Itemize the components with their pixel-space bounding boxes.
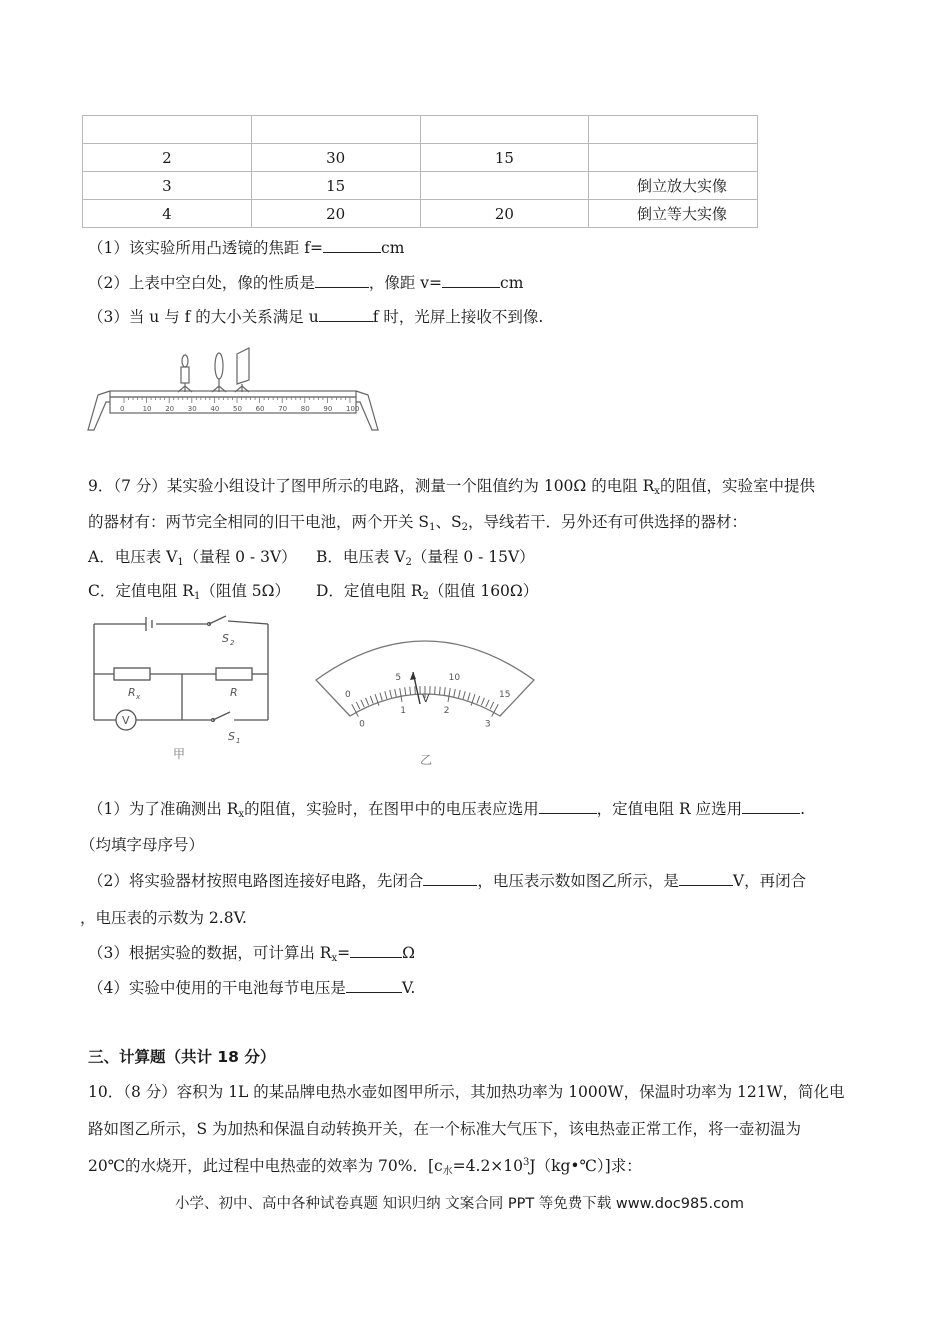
table-cell (589, 144, 758, 172)
table-cell: 20 (420, 200, 589, 228)
table-row (83, 116, 758, 144)
q9-option-d: D．定值电阻 $R_2$（阻值 160Ω） (316, 582, 539, 602)
table-cell: 30 (251, 144, 420, 172)
optical-bench-figure (84, 344, 384, 436)
table-cell: 15 (420, 144, 589, 172)
q9-sub3: （3）根据实验的数据，可计算出 $R_x= \Omega$ (88, 944, 415, 964)
dial-tick (486, 700, 489, 707)
bench-tick-label: 40 (210, 405, 220, 413)
svg-text:1: 1 (236, 737, 241, 745)
table-row (83, 200, 758, 228)
dial-tick (385, 691, 387, 699)
dial-tick (477, 696, 480, 703)
dial-tick (463, 691, 465, 699)
dial-tick (454, 689, 456, 697)
table-cell: 倒立等大实像 (589, 200, 758, 228)
table-row (83, 144, 758, 172)
answer-blank[interactable] (442, 273, 500, 288)
q9-sub4: （4）实验中使用的干电池每节电压是 V. (88, 979, 416, 997)
answer-blank[interactable] (319, 307, 373, 322)
dial-tick (370, 696, 373, 703)
svg-text:S: S (222, 632, 229, 645)
resistor-rx (114, 668, 150, 680)
dial-inner-label: 2 (443, 705, 450, 716)
svg-text:x: x (136, 693, 141, 701)
figure-caption: 乙 (420, 753, 433, 767)
svg-text:S: S (228, 730, 235, 743)
dial-inner-label: 0 (359, 719, 365, 730)
page-footer: 小学、初中、高中各种试卷真题 知识归纳 文案合同 PPT 等免费下载 www.doc985.com (175, 1196, 745, 1212)
q9-option-b: B．电压表 $V_2$（量程 0 - 15V） (316, 548, 535, 568)
table-cell: 倒立放大实像 (589, 172, 758, 200)
candle-icon (178, 355, 192, 392)
answer-blank[interactable] (315, 273, 369, 288)
voltmeter-dial-yi (300, 612, 550, 772)
q10-line2: 路如图乙所示，S 为加热和保温自动转换开关，在一个标准大气压下，该电热壶正常工作，将一壶初温为 (88, 1120, 802, 1138)
answer-blank[interactable] (679, 871, 733, 886)
table-cell: 3 (83, 172, 252, 200)
bench-tick-label: 60 (255, 405, 265, 413)
table-cell (589, 116, 758, 144)
table-cell: 4 (83, 200, 252, 228)
experiment-table (82, 115, 758, 228)
dial-tick (490, 702, 494, 709)
dial-tick (435, 686, 436, 694)
dial-tick (405, 687, 406, 695)
dial-tick (361, 700, 364, 707)
dial-tick (380, 693, 382, 701)
dial-tick (410, 687, 411, 695)
dial-tick (395, 689, 397, 697)
answer-blank[interactable] (323, 238, 381, 253)
dial-outer-label: 10 (448, 673, 461, 684)
q10-line3: 20℃的水烧开，此过程中电热壶的效率为 70%．$[c_水=4.2\times 10^3J(kg•℃)]$求： (88, 1157, 642, 1177)
bench-scale (120, 397, 359, 413)
table-cell (83, 116, 252, 144)
dial-inner-label: 3 (484, 719, 491, 730)
resistor-r (216, 668, 252, 680)
q9-sub1: （1）为了准确测出 $R_x$的阻值，实验时，在图甲中的电压表应选用 ，定值电阻 R 应选用 . (88, 800, 806, 820)
dial-tick (468, 693, 470, 701)
table-row (83, 172, 758, 200)
q9-sub2-cont: ，电压表的示数为 2.8V. (80, 909, 247, 927)
answer-blank[interactable] (350, 943, 402, 958)
section-title: 三、计算题（共计 18 分） (88, 1048, 276, 1066)
dial-tick (390, 690, 392, 698)
table-cell: 15 (251, 172, 420, 200)
table-cell: 20 (251, 200, 420, 228)
bench-tick-label: 90 (323, 405, 333, 413)
dial-tick (400, 688, 402, 702)
q9-option-c: C．定值电阻 $R_1$（阻值 5Ω） (88, 582, 290, 602)
circuit-diagram-jia (88, 612, 278, 762)
table-cell (420, 172, 589, 200)
dial-tick (415, 686, 416, 694)
dial-tick (448, 688, 450, 702)
light-screen-icon (235, 348, 249, 392)
svg-text:R: R (128, 686, 136, 699)
table-cell (420, 116, 589, 144)
dial-outer-label: 0 (345, 690, 351, 701)
answer-blank[interactable] (346, 978, 402, 993)
dial-tick (444, 687, 445, 695)
bench-tick-label: 30 (187, 405, 197, 413)
answer-blank[interactable] (742, 799, 800, 814)
bench-tick-label: 100 (346, 405, 360, 413)
q9-sub2: （2）将实验器材按照电路图连接好电路，先闭合 ，电压表示数如图乙所示，是 V，再闭合 (88, 872, 807, 890)
q9-intro-line1: 9．（7 分）某实验小组设计了图甲所示的电路，测量一个阻值约为 100Ω 的电阻 $R_x$的阻值，实验室中提供 (88, 477, 815, 497)
table-cell (251, 116, 420, 144)
bench-tick-label: 20 (165, 405, 175, 413)
dial-tick (439, 687, 440, 695)
dial-outer-label: 15 (498, 690, 511, 701)
q8-sub1: （1）该实验所用凸透镜的焦距 f= cm (88, 239, 405, 257)
figure-caption: 甲 (173, 747, 186, 761)
bench-tick-label: 50 (233, 405, 242, 413)
dial-tick (356, 702, 360, 709)
dial-inner-label: 1 (400, 705, 407, 716)
q9-option-a: A．电压表 $V_1$（量程 0 - 3V） (88, 548, 297, 568)
q10-line1: 10．（8 分）容积为 1L 的某品牌电热水壶如图甲所示，其加热功率为 1000W，保温时功率为 121W，简化电 (88, 1083, 845, 1101)
convex-lens-icon (212, 353, 226, 392)
svg-text:V: V (122, 714, 130, 727)
bench-tick-label: 10 (142, 405, 152, 413)
answer-blank[interactable] (539, 799, 597, 814)
q8-sub2: （2）上表中空白处，像的性质是 ，像距 v= cm (88, 274, 524, 292)
q8-sub3: （3）当 u 与 f 的大小关系满足 u f 时，光屏上接收不到像. (88, 308, 544, 326)
bench-tick-label: 80 (300, 405, 310, 413)
bench-tick-label: 70 (278, 405, 288, 413)
svg-text:V: V (422, 692, 430, 705)
svg-text:2: 2 (230, 639, 235, 647)
q9-intro-line2: 的器材有：两节完全相同的旧干电池，两个开关 $S_1$、$S_2$，导线若干．另外还有可供选择的器材： (88, 513, 747, 533)
bench-tick-label: 0 (120, 405, 125, 413)
dial-tick (366, 698, 369, 705)
dial-tick (481, 698, 484, 705)
table-cell: 2 (83, 144, 252, 172)
dial-outer-label: 5 (395, 673, 402, 684)
q9-sub1-note: （均填字母序号） (80, 836, 205, 854)
dial-tick (458, 690, 460, 698)
svg-text:R: R (230, 686, 238, 699)
answer-blank[interactable] (423, 871, 477, 886)
